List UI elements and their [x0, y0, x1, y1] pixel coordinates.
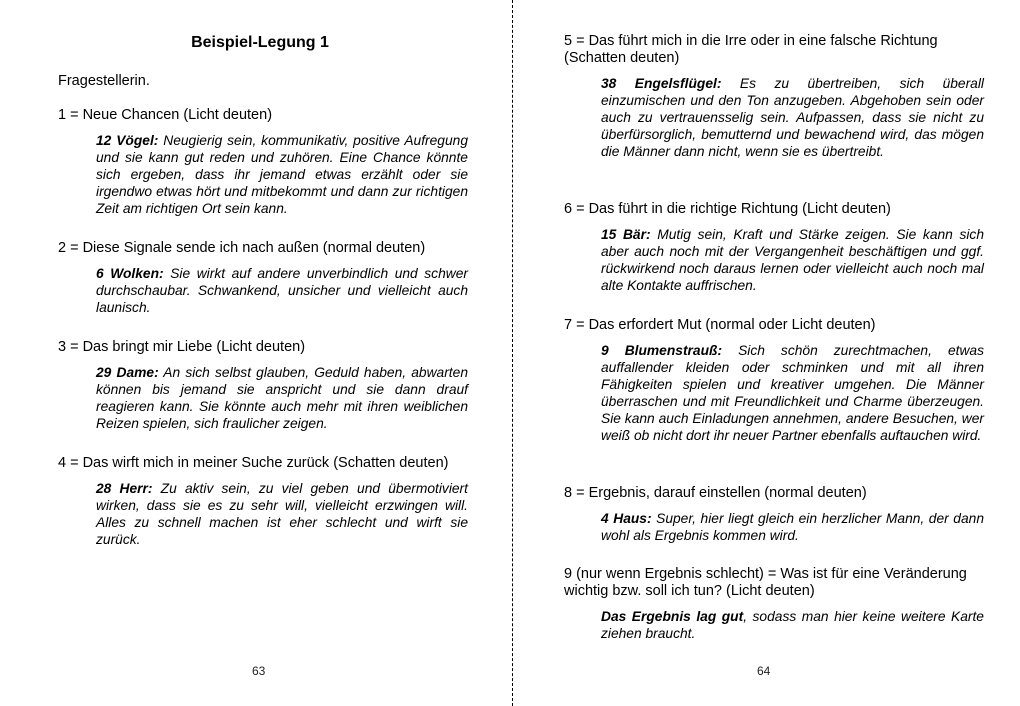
item-description: [96, 132, 468, 217]
item-text: , sodass man hier keine weitere Karte ziehen braucht.: [601, 609, 984, 641]
card-name: 29 Dame:: [96, 365, 159, 380]
page-number: 63: [252, 664, 266, 678]
page-divider: [512, 0, 513, 706]
list-item: [564, 33, 984, 160]
item-heading: 7 = Das erfordert Mut (normal oder Licht deuten): [564, 317, 876, 333]
item-description: [96, 265, 468, 316]
card-name: 6 Wolken:: [96, 266, 164, 281]
card-name: Das Ergebnis lag gut: [601, 609, 744, 624]
list-item: [58, 107, 468, 217]
item-heading: 8 = Ergebnis, darauf einstellen (normal deuten): [564, 485, 867, 501]
item-text: Es zu übertreiben, sich überall einzumischen und den Ton anzugeben. Abgehoben sein oder auch zu vertrauensselig sein. Aufpassen, dass sie nicht zu überfürsorglich, bemutternd und bewachend wird, das mögen die Männer dann nicht, wenn sie es übertreibt.: [601, 76, 984, 159]
item-description: [96, 480, 468, 548]
list-item: [564, 317, 984, 444]
intro-text: Fragestellerin.: [58, 73, 150, 89]
item-description: [601, 608, 984, 642]
item-text: Sich schön zurechtmachen, etwas auffallender kleiden oder schminken und mit all ihren Fähigkeiten spielen und kreativer umgehen. Die Männer überraschen und mit Freundlichkeit und Charme überzeugen. Sie kann auch Einladungen annehmen, andere Besuchen, wer weiß ob nicht dort ihr neuer Partner ebenfalls auftauchen wird.: [601, 343, 984, 443]
item-heading: 6 = Das führt in die richtige Richtung (Licht deuten): [564, 201, 891, 217]
item-text: Mutig sein, Kraft und Stärke zeigen. Sie kann sich aber auch noch mit der Vergangenheit beschäftigen und ggf. rückwirkend noch daraus lernen oder vielleicht auch noch mal alte Kontakte auffrischen.: [601, 227, 985, 293]
item-description: [601, 75, 984, 160]
item-text: Super, hier liegt gleich ein herzlicher Mann, der dann wohl als Ergebnis kommen wird.: [601, 511, 984, 543]
card-name: 4 Haus:: [601, 511, 652, 526]
page-title: Beispiel-Legung 1: [191, 34, 329, 51]
list-item: [58, 240, 468, 316]
list-item: [58, 339, 468, 432]
item-text: Neugierig sein, kommunikativ, positive Aufregung und sie kann gut reden und zuhören. Eine Chance könnte sich ergeben, dass ihr jemand etwas erzählt oder sie irgendwo etwas hört und mitbekommt und dann zur richtigen Zeit am richtigen Ort sein kann.: [96, 133, 468, 216]
list-item: [564, 566, 984, 642]
item-heading: 5 = Das führt mich in die Irre oder in eine falsche Richtung (Schatten deuten): [564, 33, 938, 66]
item-heading: 2 = Diese Signale sende ich nach außen (normal deuten): [58, 240, 426, 256]
card-name: 15 Bär:: [601, 227, 651, 242]
item-description: [601, 510, 984, 544]
item-description: [601, 226, 984, 294]
item-heading: 3 = Das bringt mir Liebe (Licht deuten): [58, 339, 306, 355]
list-item: [58, 455, 468, 548]
item-heading: 4 = Das wirft mich in meiner Suche zurück (Schatten deuten): [58, 455, 449, 471]
card-name: 9 Blumenstrauß:: [601, 343, 723, 358]
item-heading: 9 (nur wenn Ergebnis schlecht) = Was ist für eine Veränderung wichtig bzw. soll ich tun? (Licht deuten): [564, 566, 967, 599]
card-name: 38 Engelsflügel:: [601, 76, 722, 91]
item-description: [601, 342, 984, 444]
item-text: An sich selbst glauben, Geduld haben, abwarten können bis jemand sie anspricht und sie dann drauf reagieren kann. Sie könnte auch mehr mit ihren weiblichen Reizen spielen, sich fraulicher zeigen.: [96, 365, 468, 431]
list-item: [564, 201, 984, 294]
item-heading: 1 = Neue Chancen (Licht deuten): [58, 107, 273, 123]
list-item: [564, 485, 984, 544]
card-name: 28 Herr:: [96, 481, 153, 496]
page-number: 64: [757, 664, 771, 678]
item-text: Sie wirkt auf andere unverbindlich und schwer durchschaubar. Schwankend, unsicher und vielleicht auch launisch.: [96, 266, 468, 315]
item-text: Zu aktiv sein, zu viel geben und übermotiviert wirken, dass sie es zu sehr will, vielleicht erzwingen will. Alles zu schnell machen ist eher schlecht und wirft sie zurück.: [96, 481, 468, 547]
item-description: [96, 364, 468, 432]
right-page: [514, 0, 1020, 706]
card-name: 12 Vögel:: [96, 133, 159, 148]
